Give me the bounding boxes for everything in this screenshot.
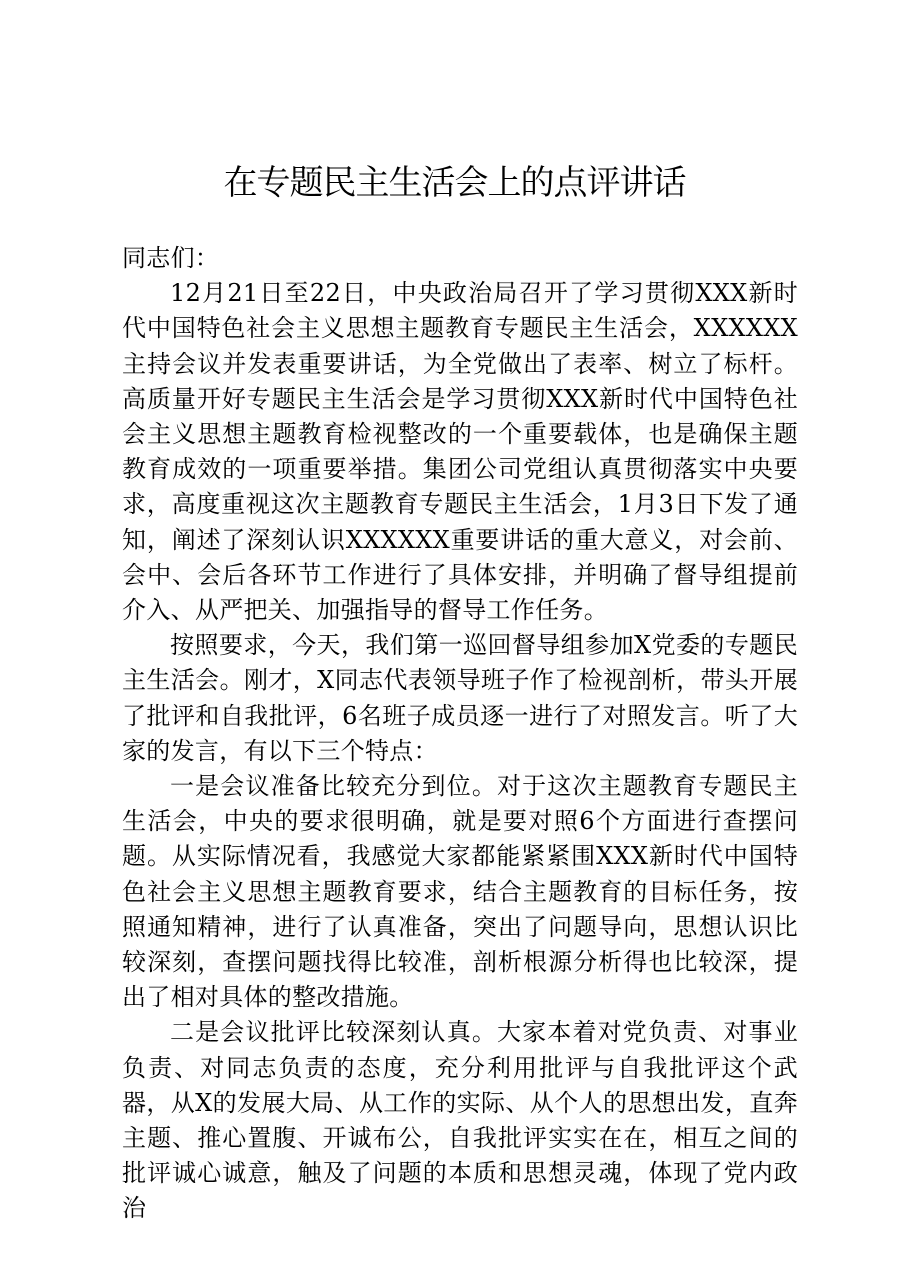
- salutation: 同志们：: [122, 244, 220, 272]
- paragraph-point-one: 一是会议准备比较充分到位。对于这次主题教育专题民主生活会，中央的要求很明确，就是要对照6个方面进行查摆问题。从实际情况看，我感觉大家都能紧紧围XXX新时代中国特色社会主义思想主题教育要求，结合主题教育的目标任务，按照通知精神，进行了认真准备，突出了问题导向，思想认识比较深刻，查摆问题找得比较准，剖析根源分析得也比较深，提出了相对具体的整改措施。: [122, 772, 798, 1012]
- paragraph-meeting: 按照要求，今天，我们第一巡回督导组参加X党委的专题民主生活会。刚才，X同志代表领导班子作了检视剖析，带头开展了批评和自我批评，6名班子成员逐一进行了对照发言。听了大家的发言，有以下三个特点：: [122, 631, 798, 765]
- paragraph-intro: 12月21日至22日，中央政治局召开了学习贯彻XXX新时代中国特色社会主义思想主题教育专题民主生活会，XXXXXX主持会议并发表重要讲话，为全党做出了表率、树立了标杆。高质量开好专题民主生活会是学习贯彻XXX新时代中国特色社会主义思想主题教育检视整改的一个重要载体，也是确保主题教育成效的一项重要举措。集团公司党组认真贯彻落实中央要求，高度重视这次主题教育专题民主生活会，1月3日下发了通知，阐述了深刻认识XXXXXX重要讲话的重大意义，对会前、会中、会后各环节工作进行了具体安排，并明确了督导组提前介入、从严把关、加强指导的督导工作任务。: [122, 279, 798, 625]
- document-body: [122, 241, 798, 1227]
- paragraph-point-two: 二是会议批评比较深刻认真。大家本着对党负责、对事业负责、对同志负责的态度，充分利用批评与自我批评这个武器，从X的发展大局、从工作的实际、从个人的思想出发，直奔主题、推心置腹、开诚布公，自我批评实实在在，相互之间的批评诚心诚意，触及了问题的本质和思想灵魂，体现了党内政治: [122, 1018, 798, 1223]
- document-title: 在专题民主生活会上的点评讲话: [223, 163, 686, 203]
